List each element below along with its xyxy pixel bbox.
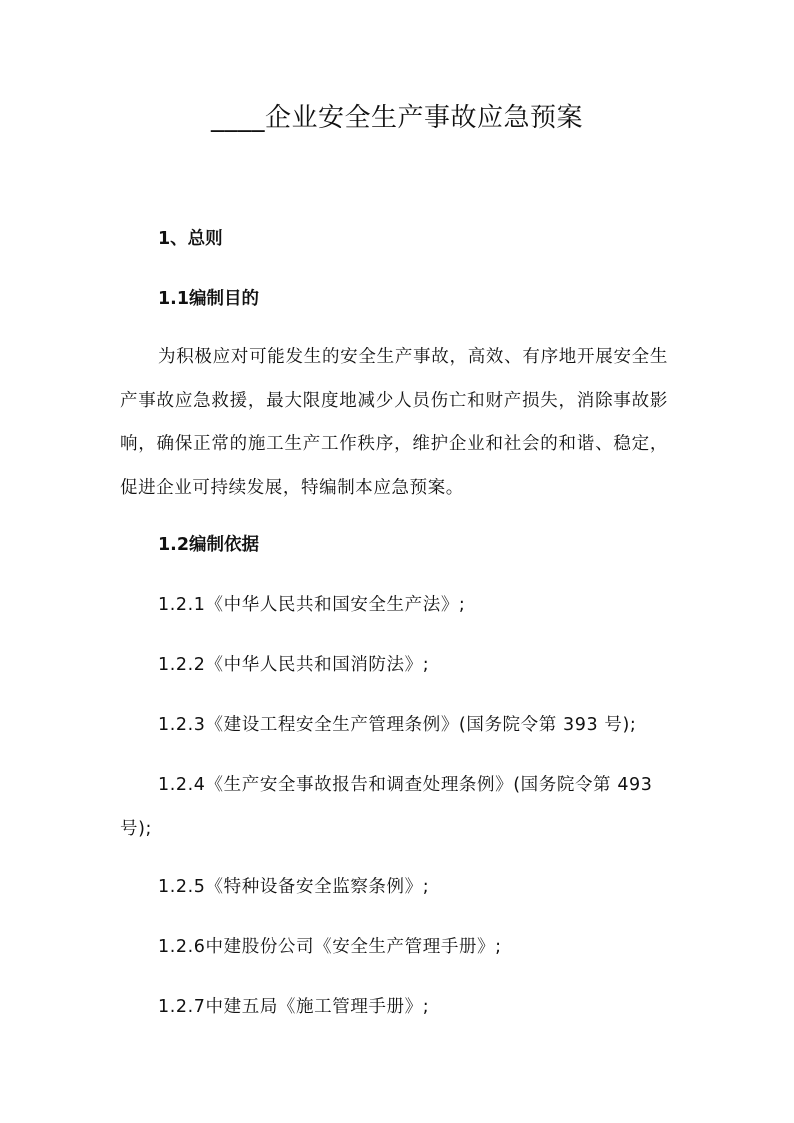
section-heading-basis: 1.2编制依据 — [158, 535, 260, 555]
basis-item: 1.2.2《中华人民共和国消防法》; — [158, 655, 430, 675]
basis-item: 1.2.1《中华人民共和国安全生产法》; — [158, 595, 466, 615]
basis-item: 1.2.4《生产安全事故报告和调查处理条例》(国务院令第 493 号); — [120, 775, 653, 839]
section-heading-general: 1、总则 — [158, 229, 223, 249]
basis-item: 1.2.7中建五局《施工管理手册》; — [158, 997, 430, 1017]
section-heading-purpose: 1.1编制目的 — [158, 289, 260, 309]
basis-item: 1.2.5《特种设备安全监察条例》; — [158, 877, 430, 897]
basis-item: 1.2.6中建股份公司《安全生产管理手册》; — [158, 937, 502, 957]
purpose-paragraph: 为积极应对可能发生的安全生产事故，高效、有序地开展安全生产事故应急救援，最大限度地减少人员伤亡和财产损失，消除事故影响，确保正常的施工生产工作秩序，维护企业和社会的和谐、稳定，促进企业可持续发展，特编制本应急预案。 — [120, 347, 668, 498]
basis-item: 1.2.3《建设工程安全生产管理条例》(国务院令第 393 号); — [158, 715, 637, 735]
document-title: ____企业安全生产事故应急预案 — [210, 103, 583, 133]
